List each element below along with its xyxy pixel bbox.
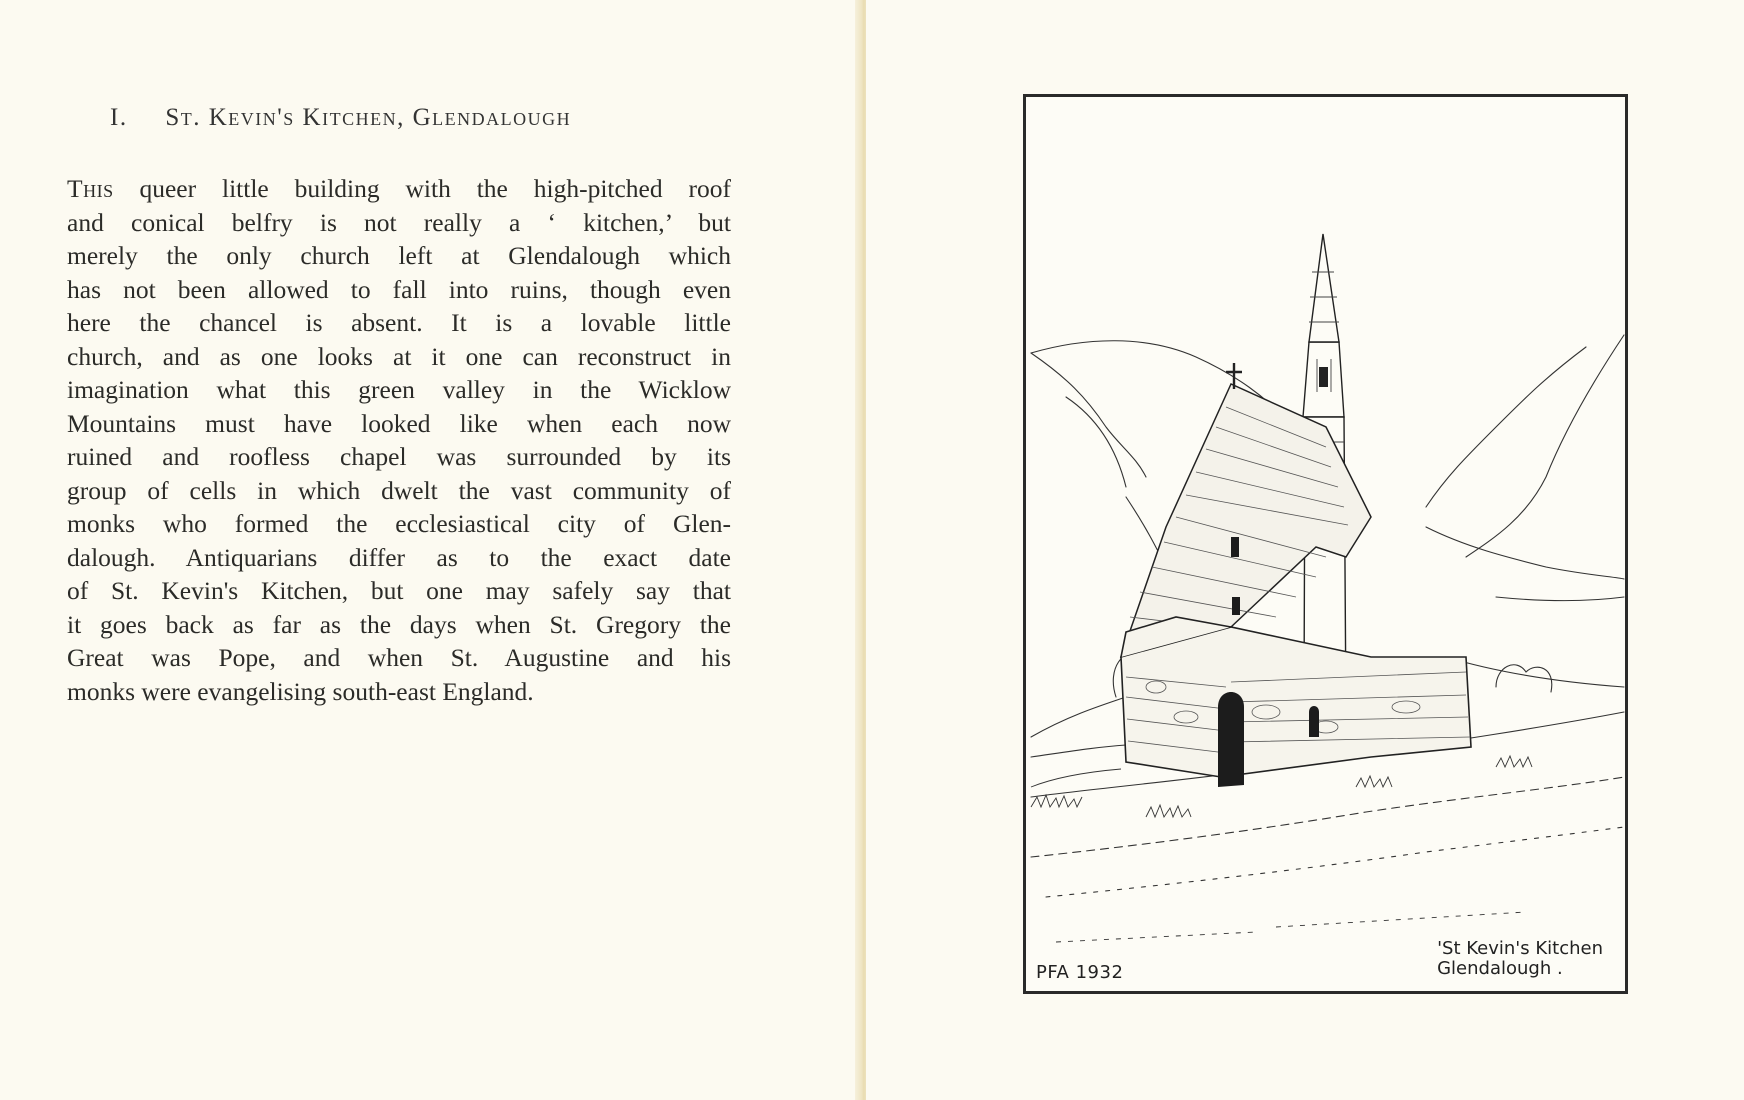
text-line: has not been allowed to fall into ruins, though even	[67, 274, 731, 304]
text-line: merely the only church left at Glendalough which	[67, 241, 731, 270]
caption-line-1: 'St Kevin's Kitchen	[1437, 938, 1603, 959]
left-page	[0, 0, 860, 1100]
body-paragraph	[67, 172, 731, 708]
text-line: it goes back as far as the days when St. Gregory the	[67, 609, 731, 639]
text-line: monks were evangelising south-east England.	[67, 676, 534, 706]
text-line: dalough. Antiquarians differ as to the exact date	[67, 542, 731, 572]
church-drawing	[1026, 97, 1625, 991]
illustration-plate	[1023, 94, 1628, 994]
text-line: of St. Kevin's Kitchen, but one may safely say that	[67, 576, 731, 605]
illustration-caption	[1437, 939, 1603, 979]
text-line: Mountains must have looked like when each now	[67, 408, 731, 438]
text-line: This queer little building with the high-pitched roof	[67, 174, 731, 203]
text-line: imagination what this green valley in the Wicklow	[67, 375, 731, 404]
text-line: here the chancel is absent. It is a lovable little	[67, 308, 731, 337]
heading-number: I.	[110, 104, 128, 131]
text-line: monks who formed the ecclesiastical city of Glen-	[67, 509, 731, 538]
text-line: and conical belfry is not really a ‘ kitchen,’ but	[67, 207, 731, 237]
heading-title: St. Kevin's Kitchen, Glendalough	[165, 104, 572, 131]
text-line: group of cells in which dwelt the vast community of	[67, 475, 731, 505]
caption-line-2: Glendalough .	[1437, 958, 1563, 979]
text-line: church, and as one looks at it one can reconstruct in	[67, 341, 731, 371]
artist-signature: PFA 1932	[1036, 962, 1124, 983]
first-word: This	[67, 174, 114, 203]
page-heading	[110, 104, 571, 132]
text-line: Great was Pope, and when St. Augustine and his	[67, 643, 731, 672]
text-line: ruined and roofless chapel was surrounded by its	[67, 442, 731, 471]
